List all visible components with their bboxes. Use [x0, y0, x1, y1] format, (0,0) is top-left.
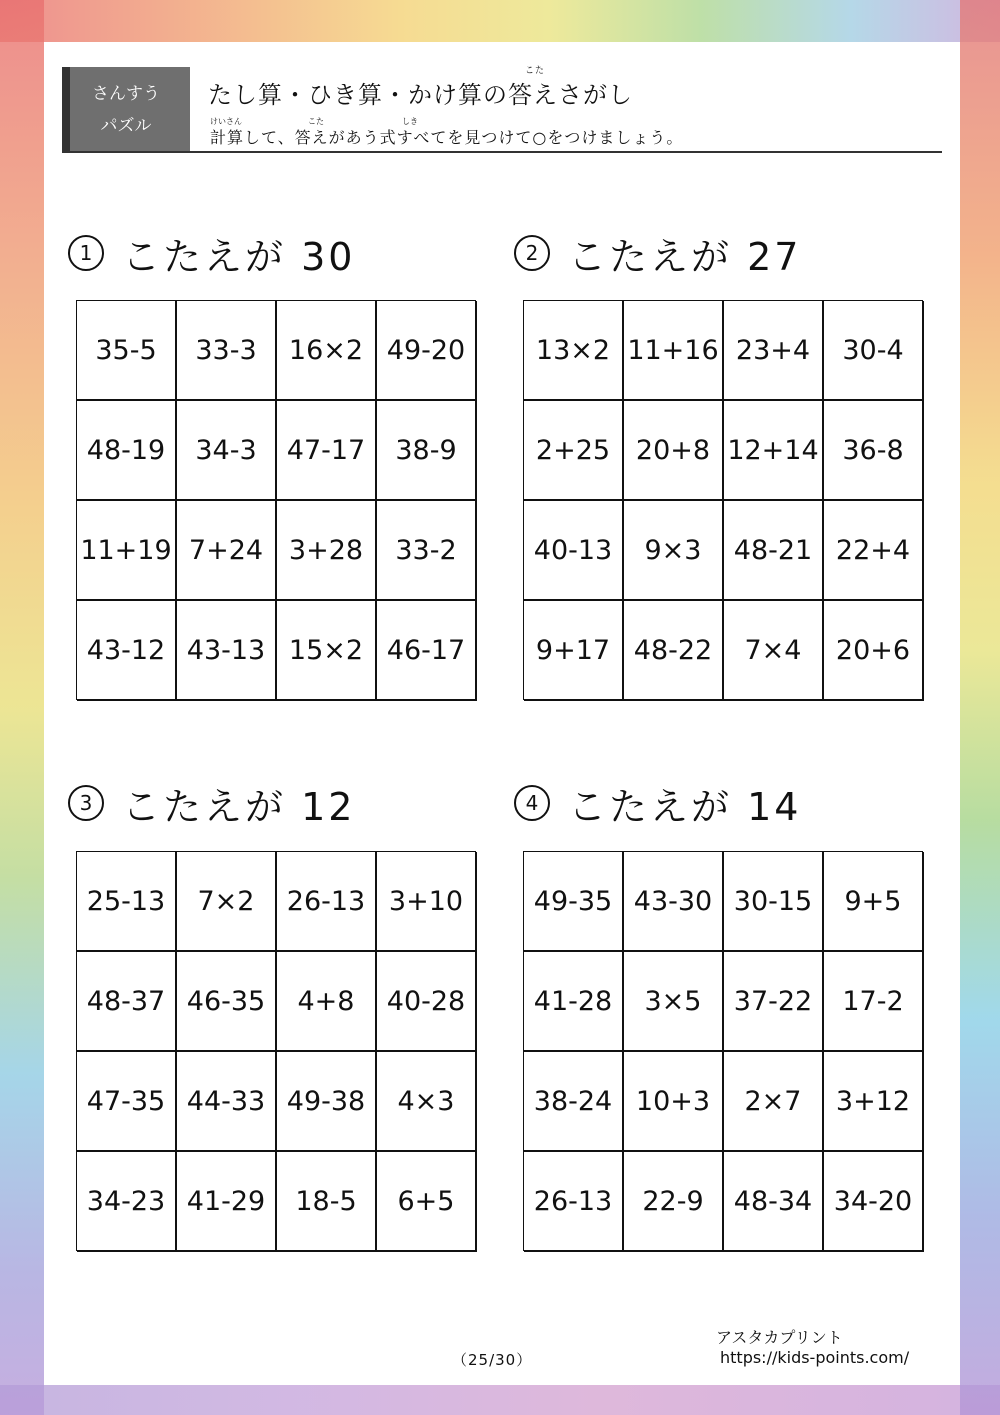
- expression-cell[interactable]: 3+12: [824, 1052, 924, 1152]
- title-ruby: こた: [525, 66, 546, 76]
- expression-cell[interactable]: 48-22: [624, 601, 724, 701]
- section-number-circle: 3: [68, 785, 104, 821]
- expression-cell[interactable]: 16×2: [277, 301, 377, 401]
- expression-cell[interactable]: 38-9: [377, 401, 477, 501]
- expression-cell[interactable]: 49-20: [377, 301, 477, 401]
- expression-cell[interactable]: 4×3: [377, 1052, 477, 1152]
- expression-cell[interactable]: 20+6: [824, 601, 924, 701]
- expression-cell[interactable]: 44-33: [177, 1052, 277, 1152]
- expression-cell[interactable]: 48-34: [724, 1152, 824, 1252]
- expression-cell[interactable]: 38-24: [524, 1052, 624, 1152]
- site-url[interactable]: https://kids-points.com/: [720, 1348, 910, 1367]
- expression-cell[interactable]: 7×4: [724, 601, 824, 701]
- section-1-grid: [76, 300, 476, 700]
- expression-cell[interactable]: 18-5: [277, 1152, 377, 1252]
- expression-cell[interactable]: 7+24: [177, 501, 277, 601]
- expression-cell[interactable]: 47-35: [77, 1052, 177, 1152]
- section-3-grid: [76, 851, 476, 1251]
- expression-cell[interactable]: 47-17: [277, 401, 377, 501]
- expression-cell[interactable]: 23+4: [724, 301, 824, 401]
- expression-cell[interactable]: 46-35: [177, 952, 277, 1052]
- section-label: こたえが 30: [122, 234, 356, 279]
- expression-cell[interactable]: 34-20: [824, 1152, 924, 1252]
- expression-cell[interactable]: 35-5: [77, 301, 177, 401]
- section-2-grid: [523, 300, 923, 700]
- ruby-kota: こた: [308, 117, 324, 126]
- expression-cell[interactable]: 2+25: [524, 401, 624, 501]
- rainbow-frame-bottom: [0, 1385, 1000, 1415]
- expression-cell[interactable]: 30-15: [724, 852, 824, 952]
- category-badge: [62, 67, 190, 153]
- header-divider: [62, 151, 942, 153]
- expression-cell[interactable]: 11+19: [77, 501, 177, 601]
- expression-cell[interactable]: 11+16: [624, 301, 724, 401]
- expression-cell[interactable]: 7×2: [177, 852, 277, 952]
- expression-cell[interactable]: 43-30: [624, 852, 724, 952]
- worksheet-title: たし算・ひき算・かけ算の答えさがし: [208, 81, 633, 109]
- expression-cell[interactable]: 33-3: [177, 301, 277, 401]
- section-label: こたえが 27: [568, 234, 802, 279]
- expression-cell[interactable]: 43-12: [77, 601, 177, 701]
- expression-cell[interactable]: 41-28: [524, 952, 624, 1052]
- expression-cell[interactable]: 9×3: [624, 501, 724, 601]
- expression-cell[interactable]: 46-17: [377, 601, 477, 701]
- expression-cell[interactable]: 15×2: [277, 601, 377, 701]
- expression-cell[interactable]: 17-2: [824, 952, 924, 1052]
- expression-cell[interactable]: 3×5: [624, 952, 724, 1052]
- expression-cell[interactable]: 26-13: [277, 852, 377, 952]
- expression-cell[interactable]: 2×7: [724, 1052, 824, 1152]
- expression-cell[interactable]: 41-29: [177, 1152, 277, 1252]
- expression-cell[interactable]: 30-4: [824, 301, 924, 401]
- section-2-heading: [514, 228, 801, 278]
- expression-cell[interactable]: 40-13: [524, 501, 624, 601]
- expression-cell[interactable]: 49-35: [524, 852, 624, 952]
- ruby-keisan: けいさん: [210, 117, 242, 126]
- section-4-heading: [514, 778, 801, 828]
- section-3-heading: [68, 778, 355, 828]
- expression-cell[interactable]: 3+10: [377, 852, 477, 952]
- brand-name: アスタカプリント: [716, 1328, 843, 1347]
- expression-cell[interactable]: 9+5: [824, 852, 924, 952]
- worksheet-header: [62, 67, 942, 153]
- expression-cell[interactable]: 10+3: [624, 1052, 724, 1152]
- expression-cell[interactable]: 43-13: [177, 601, 277, 701]
- expression-cell[interactable]: 48-37: [77, 952, 177, 1052]
- expression-cell[interactable]: 20+8: [624, 401, 724, 501]
- section-label: こたえが 14: [568, 784, 802, 829]
- expression-cell[interactable]: 33-2: [377, 501, 477, 601]
- section-number-circle: 2: [514, 235, 550, 271]
- rainbow-frame-top: [0, 0, 1000, 42]
- badge-line-1: さんすう: [92, 84, 160, 104]
- expression-cell[interactable]: 22+4: [824, 501, 924, 601]
- expression-cell[interactable]: 49-38: [277, 1052, 377, 1152]
- expression-cell[interactable]: 34-3: [177, 401, 277, 501]
- expression-cell[interactable]: 13×2: [524, 301, 624, 401]
- expression-cell[interactable]: 4+8: [277, 952, 377, 1052]
- section-number-circle: 1: [68, 235, 104, 271]
- expression-cell[interactable]: 34-23: [77, 1152, 177, 1252]
- badge-line-2: パズル: [100, 116, 152, 136]
- rainbow-frame-right: [960, 0, 1000, 1415]
- section-4-grid: [523, 851, 923, 1251]
- expression-cell[interactable]: 40-28: [377, 952, 477, 1052]
- ruby-shiki: しき: [402, 117, 418, 126]
- expression-cell[interactable]: 37-22: [724, 952, 824, 1052]
- expression-cell[interactable]: 25-13: [77, 852, 177, 952]
- expression-cell[interactable]: 3+28: [277, 501, 377, 601]
- worksheet-instruction: 計算して、答えがあう式すべてを見つけて○をつけましょう。: [210, 128, 684, 147]
- section-label: こたえが 12: [122, 784, 356, 829]
- section-number-circle: 4: [514, 785, 550, 821]
- expression-cell[interactable]: 48-21: [724, 501, 824, 601]
- expression-cell[interactable]: 9+17: [524, 601, 624, 701]
- section-1-heading: [68, 228, 355, 278]
- expression-cell[interactable]: 26-13: [524, 1152, 624, 1252]
- expression-cell[interactable]: 22-9: [624, 1152, 724, 1252]
- rainbow-frame-left: [0, 0, 44, 1415]
- expression-cell[interactable]: 36-8: [824, 401, 924, 501]
- page-number: （25/30）: [452, 1351, 533, 1369]
- expression-cell[interactable]: 6+5: [377, 1152, 477, 1252]
- expression-cell[interactable]: 12+14: [724, 401, 824, 501]
- expression-cell[interactable]: 48-19: [77, 401, 177, 501]
